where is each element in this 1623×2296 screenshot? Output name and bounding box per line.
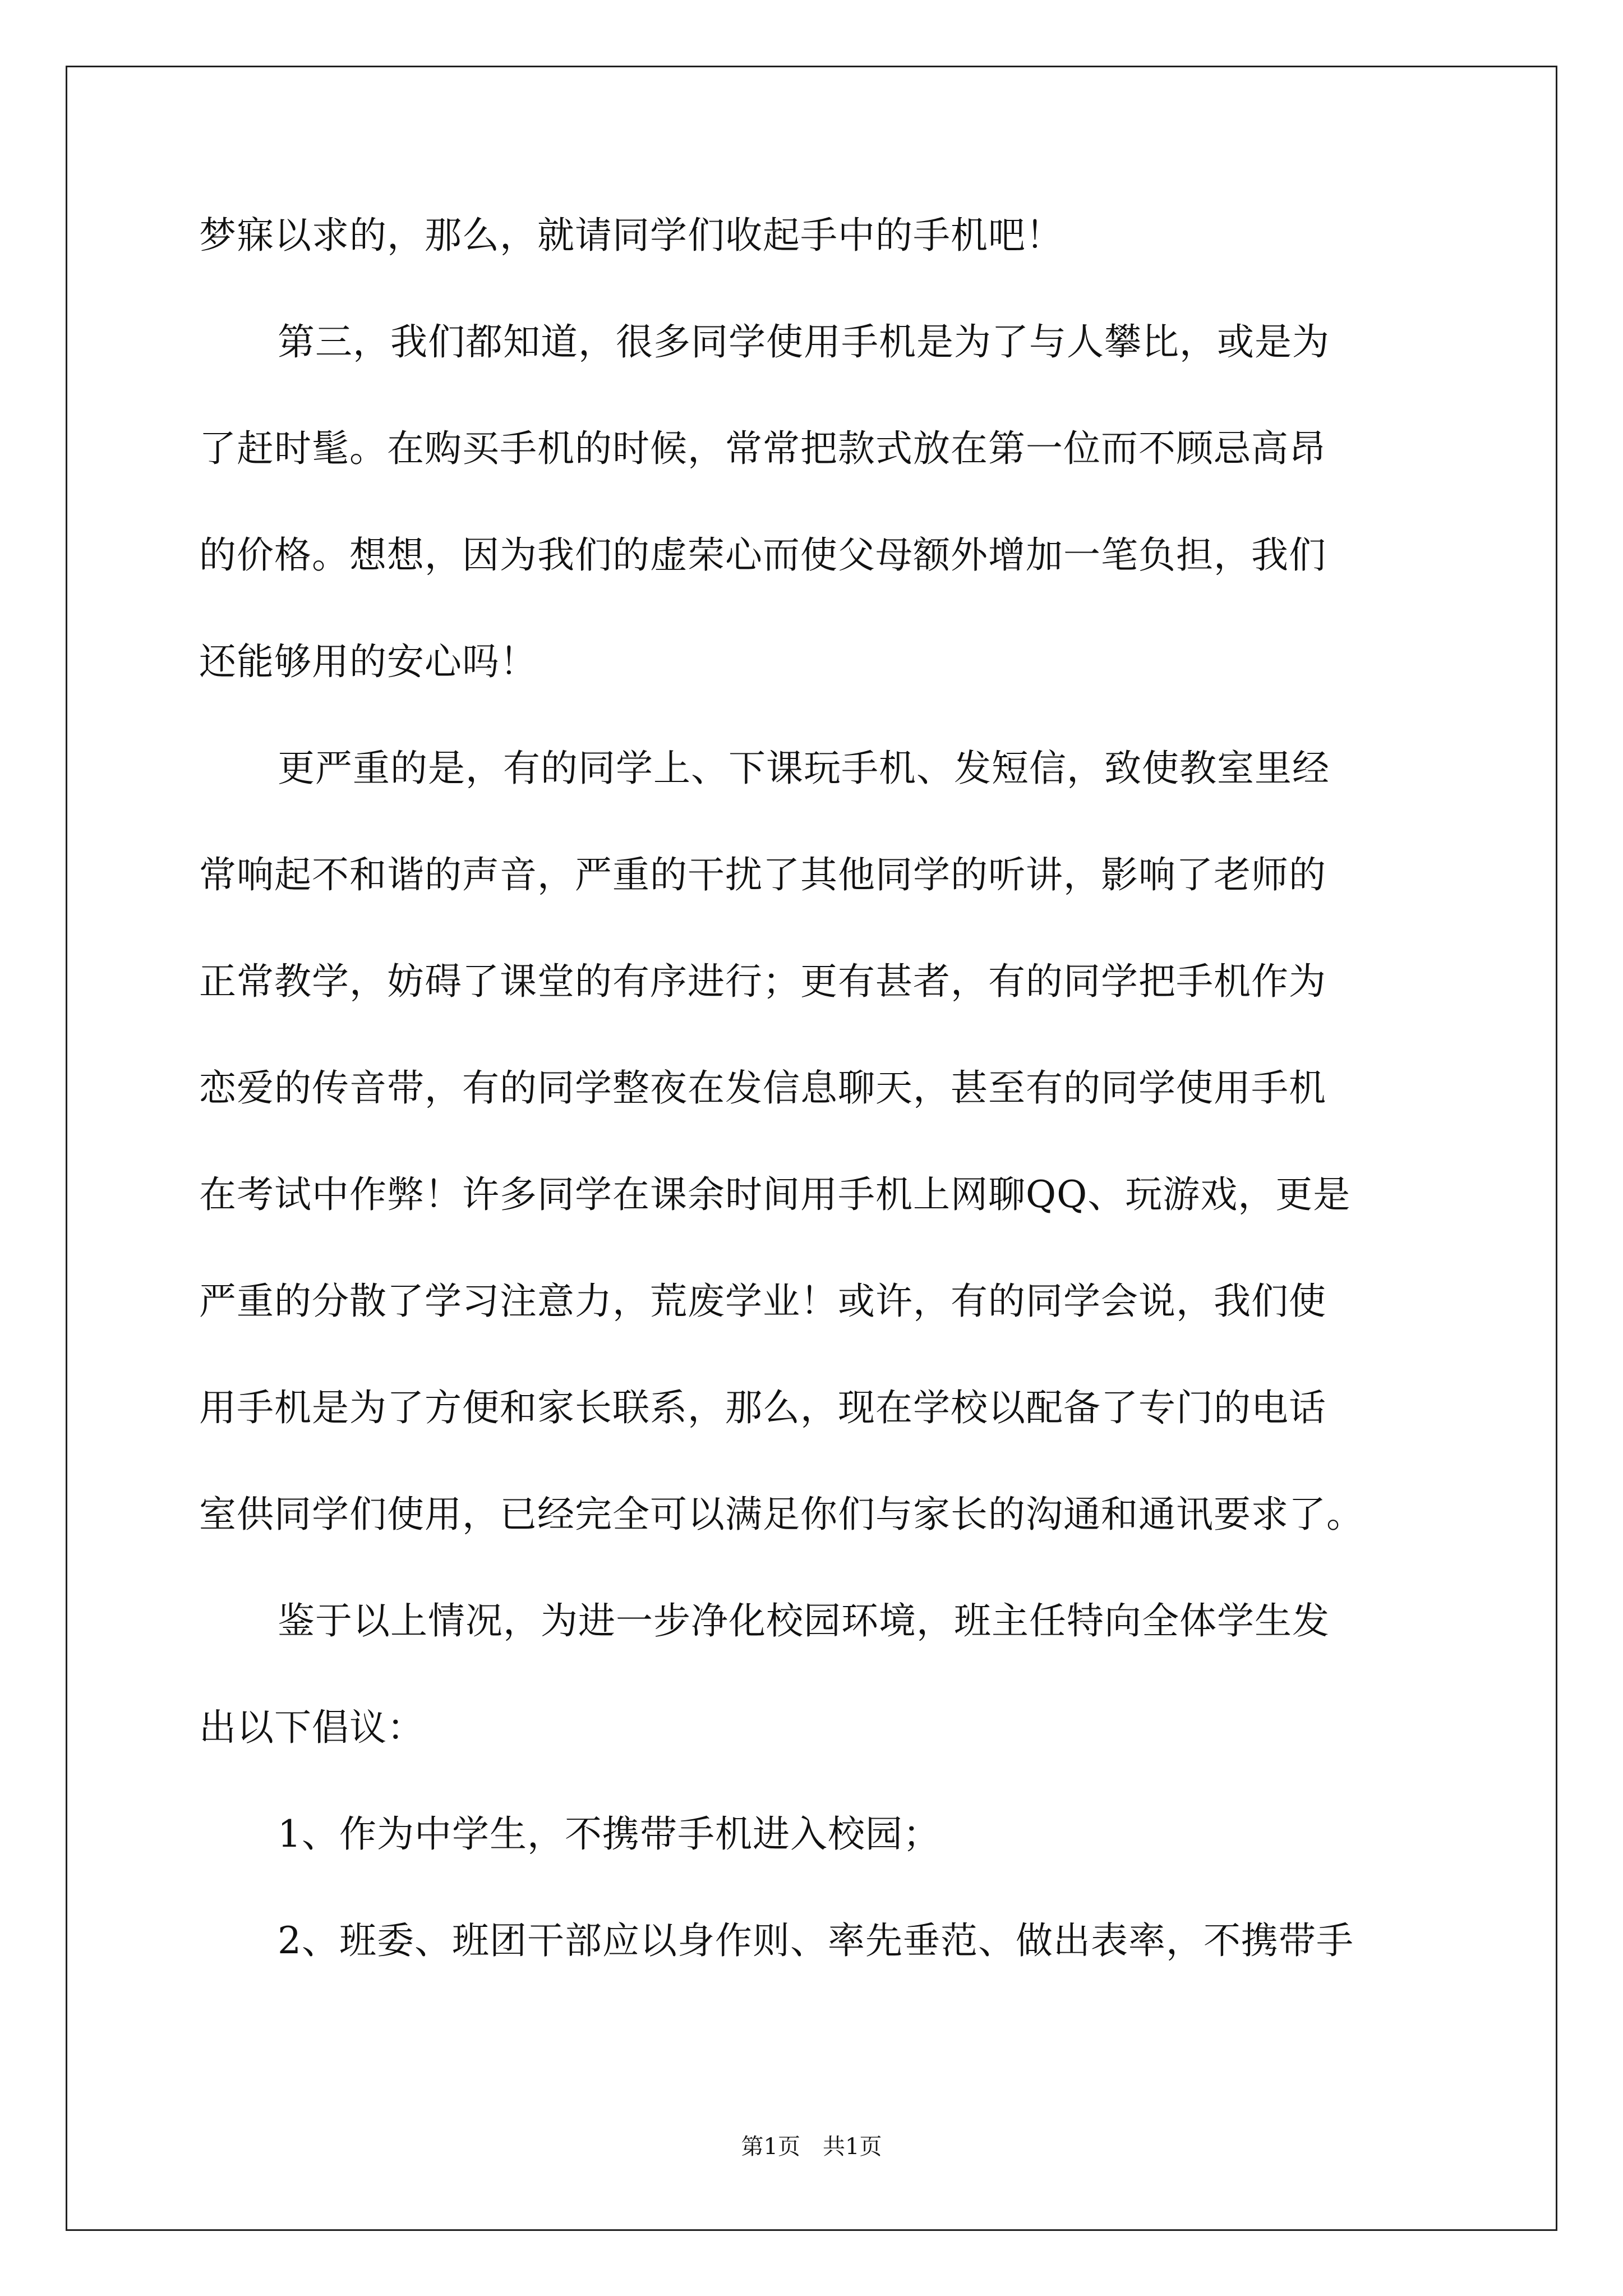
text-line: 1、作为中学生，不携带手机进入校园； <box>278 1812 940 1856</box>
text-line: 室供同学们使用，已经完全可以满足你们与家长的沟通和通讯要求了。 <box>199 1493 1364 1536</box>
text-line: 梦寐以求的，那么，就请同学们收起手中的手机吧！ <box>199 214 1063 257</box>
text-line: 在考试中作弊！许多同学在课余时间用手机上网聊QQ、玩游戏，更是 <box>199 1173 1351 1216</box>
text-line: 用手机是为了方便和家长联系，那么，现在学校以配备了专门的电话 <box>199 1386 1326 1429</box>
text-line: 第三，我们都知道，很多同学使用手机是为了与人攀比，或是为 <box>278 320 1330 364</box>
text-line: 常响起不和谐的声音，严重的干扰了其他同学的听讲，影响了老师的 <box>199 853 1326 896</box>
page-number: 第1页 <box>741 2134 800 2160</box>
text-line: 鉴于以上情况，为进一步净化校园环境，班主任特向全体学生发 <box>278 1599 1330 1642</box>
text-line: 正常教学，妨碍了课堂的有序进行；更有甚者，有的同学把手机作为 <box>199 960 1326 1003</box>
text-line: 了赶时髦。在购买手机的时候，常常把款式放在第一位而不顾忌高昂 <box>199 427 1326 470</box>
text-line: 还能够用的安心吗！ <box>199 640 537 683</box>
page-footer <box>0 2129 1623 2161</box>
text-line: 恋爱的传音带，有的同学整夜在发信息聊天，甚至有的同学使用手机 <box>199 1066 1326 1110</box>
document-body <box>199 208 1427 2019</box>
page-total: 共1页 <box>823 2134 882 2160</box>
text-line: 2、班委、班团干部应以身作则、率先垂范、做出表率，不携带手 <box>278 1919 1354 1962</box>
text-line: 严重的分散了学习注意力，荒废学业！或许，有的同学会说，我们使 <box>199 1280 1326 1323</box>
text-line: 的价格。想想，因为我们的虚荣心而使父母额外增加一笔负担，我们 <box>199 533 1326 577</box>
text-line: 出以下倡议： <box>199 1706 425 1749</box>
text-line: 更严重的是，有的同学上、下课玩手机、发短信，致使教室里经 <box>278 747 1330 790</box>
